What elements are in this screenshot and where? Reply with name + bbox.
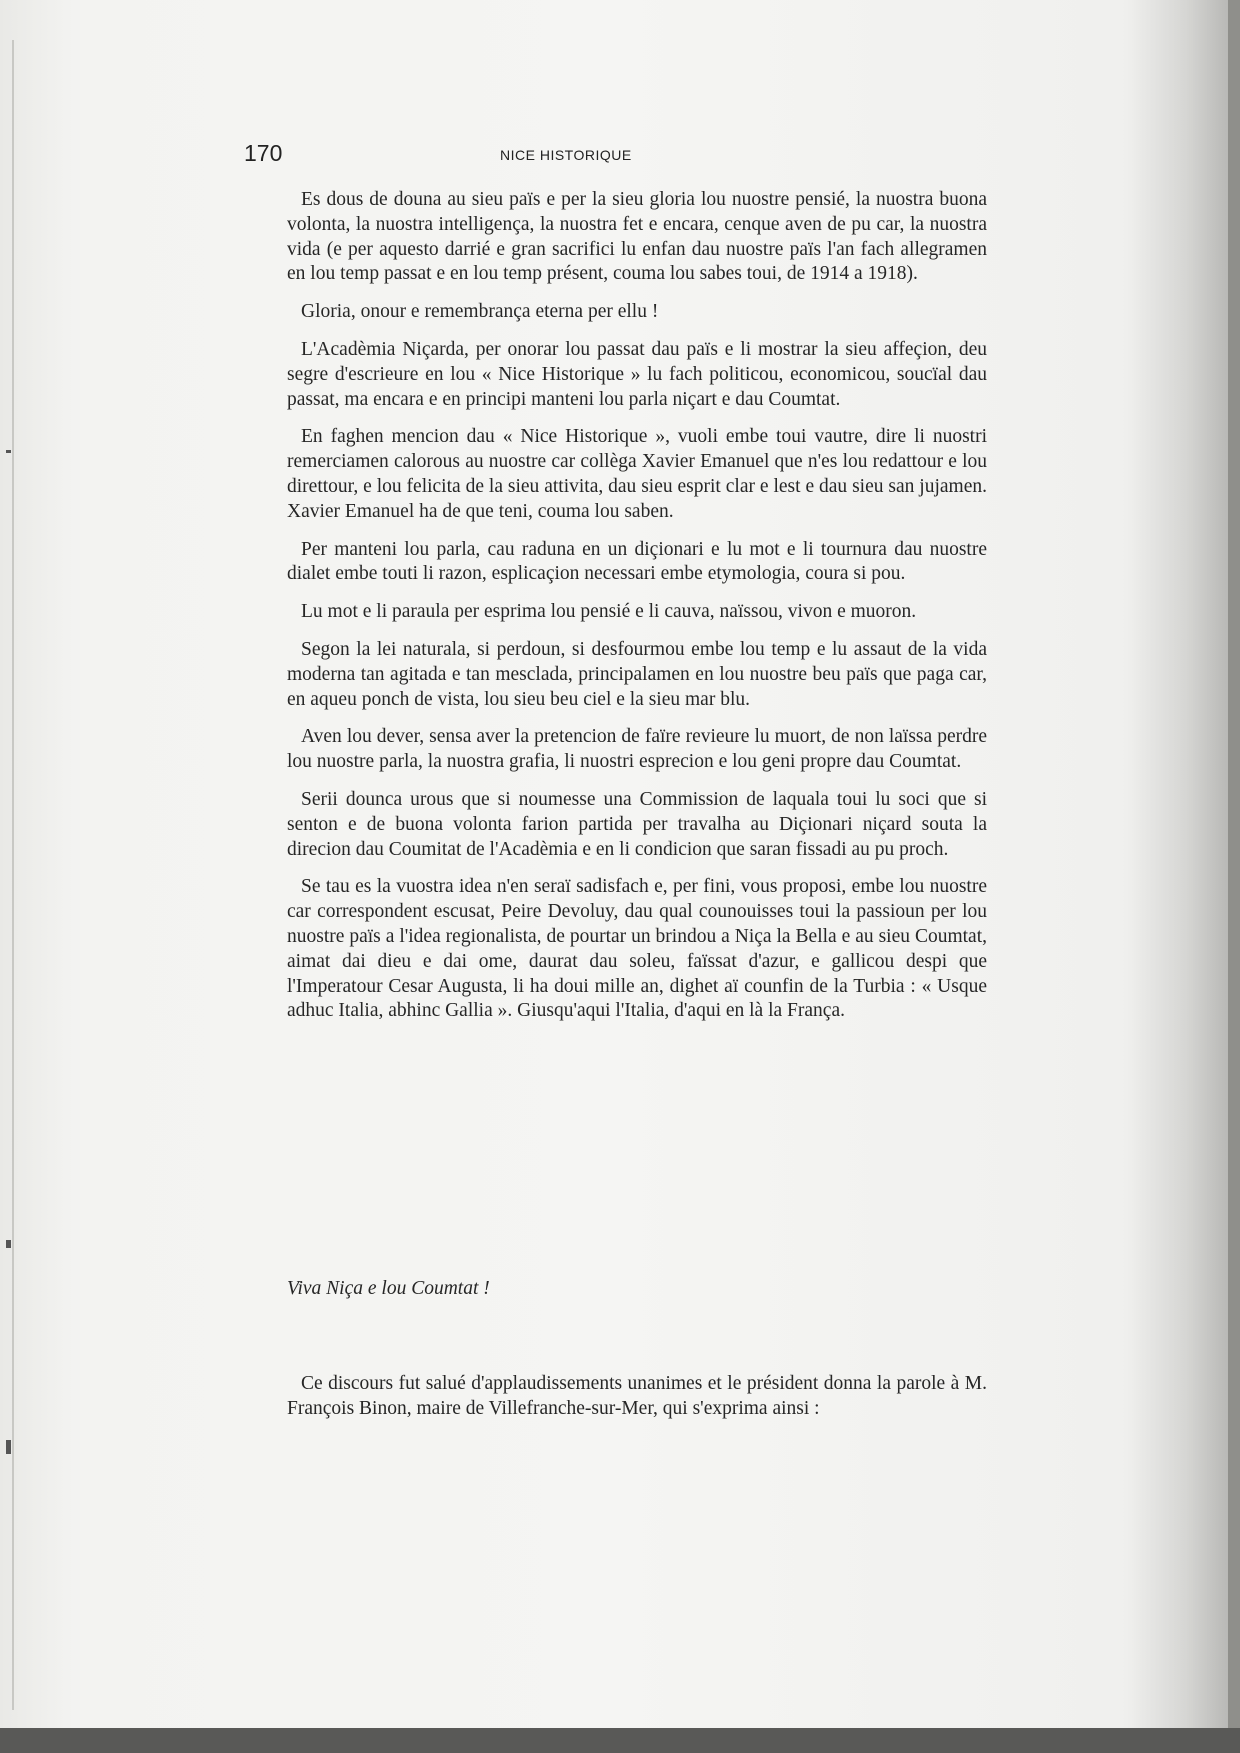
paragraph: Se tau es la vuostra idea n'en seraï sadisfach e, per fini, vous proposi, embe lou nuostre car correspondent escusat, Peire Devoluy, dau qual counouisses toui la passioun per lou nuostre païs a l'idea regionalista, de pourtar un brindou a Niça la Bella e au sieu Coumtat, aimat dai dieu e dai ome, daurat dau soleu, faïssat d'azur, e gallicou despi que l'Imperatour Cesar Augusta, li ha doui mille an, dighet aï counfin de la Turbia : « Usque adhuc Italia, abhinc Gallia ». Giusqu'aqui l'Italia, d'aqui en là la França. <box>287 876 987 1022</box>
binding-edge <box>12 40 14 1710</box>
paragraph: Lu mot e li paraula per esprima lou pensié e li cauva, naïssou, vivon e muoron. <box>301 601 917 623</box>
scan-mark <box>6 1240 11 1248</box>
closing-toast: Viva Niça e lou Coumtat ! <box>287 1278 490 1299</box>
page-number: 170 <box>244 140 283 166</box>
paragraph: Per manteni lou parla, cau raduna en un diçionari e lu mot e li tournura dau nuostre dialet embe touti li razon, esplicaçion necessari embe etymologia, coura si pou. <box>287 538 987 585</box>
paragraph: En faghen mencion dau « Nice Historique », vuoli embe toui vautre, dire li nuostri remerciamen calorous au nuostre car collèga Xavier Emanuel que n'es lou redattour e lou direttour, e lou felicita de la sieu attivita, dau sieu esprit clar e lest e dau sieu san jujamen. Xavier Emanuel ha de que teni, couma lou saben. <box>287 426 987 522</box>
scan-bottom-edge <box>0 1728 1240 1753</box>
scan-mark <box>6 1440 11 1454</box>
running-title: NICE HISTORIQUE <box>500 147 632 163</box>
page-edge-shadow <box>1120 0 1228 1745</box>
paragraph: Gloria, onour e remembrança eterna per ellu ! <box>301 301 659 323</box>
final-paragraph: Ce discours fut salué d'applaudissements unanimes et le président donna la parole à M. François Binon, maire de Villefranche-sur-Mer, qui s'exprima ainsi : <box>287 1373 987 1419</box>
body-text <box>287 188 987 1037</box>
scan-mark <box>6 450 11 453</box>
paragraph: Segon la lei naturala, si perdoun, si desfourmou embe lou temp e lu assaut de la vida moderna tan agitada e tan mesclada, principalamen en lou nuostre beu païs que paga car, en aqueu ponch de vista, lou sieu beu ciel e la sieu mar blu. <box>287 638 987 710</box>
paragraph: Serii dounca urous que si noumesse una Commission de laquala toui lu soci que si senton e de buona volonta farion partida per travalha au Diçionari niçard souta la direcion dau Coumitat de l'Acadèmia e en li condicion que saran fissadi au pu proch. <box>287 788 987 860</box>
paragraph: Aven lou dever, sensa aver la pretencion de faïre revieure lu muort, de non laïssa perdre lou nuostre parla, la nuostra grafia, li nuostri esprecion e lou geni propre dau Coumtat. <box>287 726 987 773</box>
paragraph: L'Acadèmia Niçarda, per onorar lou passat dau païs e li mostrar la sieu affeçion, deu segre d'escrieure en lou « Nice Historique » lu fach politicou, economicou, soucïal dau passat, ma encara e en principi manteni lou parla niçart e dau Coumtat. <box>287 338 987 410</box>
paragraph: Es dous de douna au sieu païs e per la sieu gloria lou nuostre pensié, la nuostra buona volonta, la nuostra intelligença, la nuostra fet e encara, cenque aven de pu car, la nuostra vida (e per aquesto darrié e gran sacrifici lu enfan dau nuostre païs l'an fach allegramen en lou temp passat e en lou temp présent, couma lou sabes toui, de 1914 a 1918). <box>287 189 987 285</box>
